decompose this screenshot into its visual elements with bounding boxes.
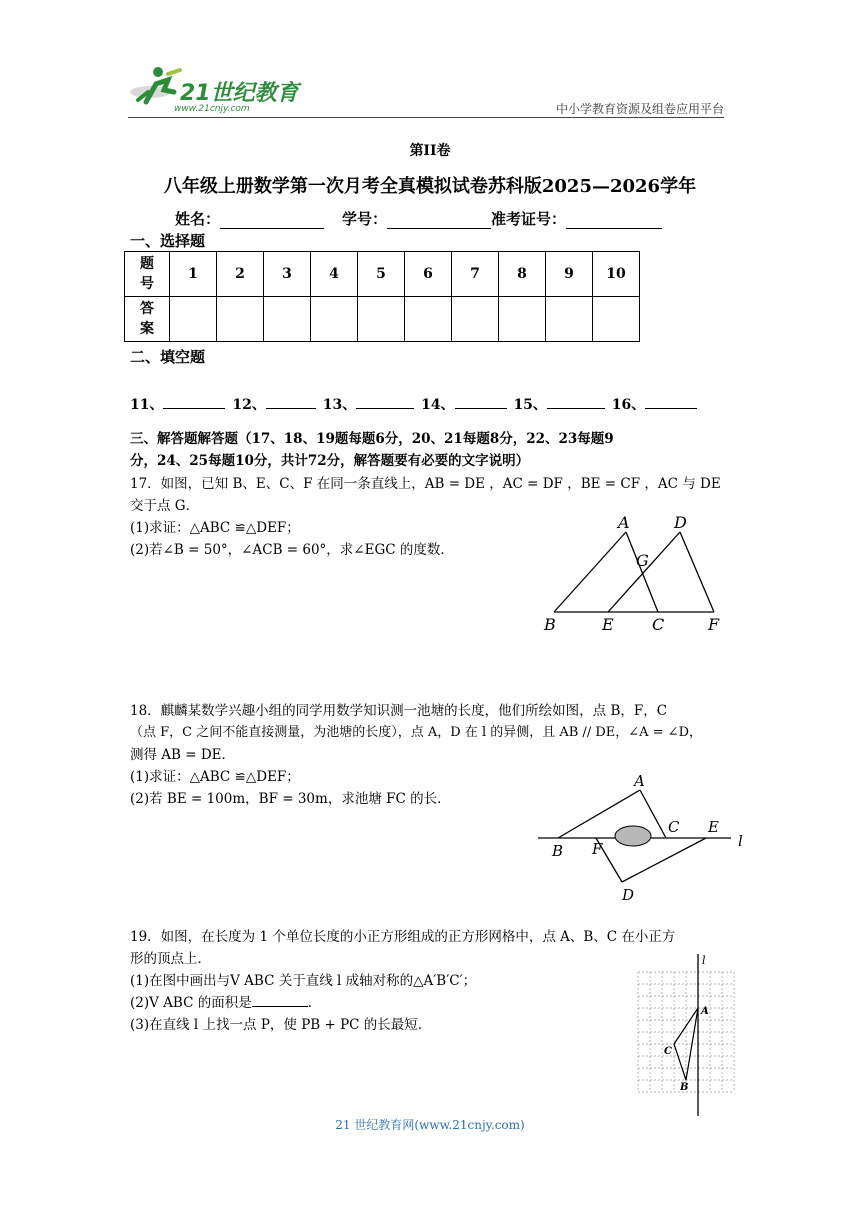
q17-part1: (1)求证：△ABC ≌△DEF； [130,520,300,536]
q19-part3: (3)在直线 l 上找一点 P，使 PB + PC 的长最短． [130,1017,432,1033]
grid-lines [638,972,734,1092]
table-cell: 8 [499,252,546,297]
label-c: C [668,818,680,836]
label-l: l [702,954,706,967]
footer: 21 世纪教育网(www.21cnjy.com) [335,1118,525,1132]
q19-text: 形的顶点上． [130,951,211,967]
q19-part2-end: ． [307,995,322,1011]
q19-part1: (1)在图中画出与V ABC 关于直线 l 成轴对称的△A′B′C′； [130,973,477,989]
table-cell: 7 [452,252,499,297]
line-df [680,532,714,612]
answer-cell[interactable] [593,297,640,342]
section3-heading-line: 三、解答题解答题（17、18、19题每题6分，20、21每题8分，22、23每题9 [130,431,614,447]
label-f: F [592,840,603,858]
q19-part2-text: (2)V ABC 的面积是 [130,995,252,1011]
line-ac [626,532,658,612]
blank-label: 16、 [611,397,646,413]
q17-text: 交于点 G． [130,498,200,514]
answer-blank[interactable] [252,992,308,1007]
line-ba [554,532,626,612]
pond-shape [615,826,651,846]
label-b: B [552,842,564,860]
table-cell: 6 [405,252,452,297]
blank-label: 12、 [232,397,266,413]
label-a: A [618,513,630,532]
answer-cell[interactable] [546,297,593,342]
platform-name: 中小学教育资源及组卷应用平台 [555,102,724,116]
exam-blank[interactable] [566,212,662,229]
q17-part2: (2)若∠B = 50°，∠ACB = 60°，求∠EGC 的度数． [130,542,454,558]
blank-label: 15、 [513,397,547,413]
label-d: D [622,886,635,904]
answer-blank[interactable] [547,394,605,409]
section3-heading [130,428,730,472]
answer-blank[interactable] [163,394,225,409]
table-cell: 3 [264,252,311,297]
logo-url: www.21cnjy.com [174,104,250,114]
answer-cell[interactable] [264,297,311,342]
blank-label: 14、 [421,397,455,413]
q18-text: 测得 AB = DE． [130,747,236,763]
label-b: B [544,615,556,634]
table-cell: 10 [593,252,640,297]
answer-cell[interactable] [499,297,546,342]
page-title: 八年级上册数学第一次月考全真模拟试卷苏科版2025—2026学年 [163,176,697,197]
q17-text: 17．如图，已知 B、E、C、F 在同一条直线上，AB = DE ，AC = DF ，BE = CF ，AC 与 DE [130,476,721,492]
exam-label: 准考证号： [491,210,567,228]
label-c: C [664,1046,672,1057]
section1-heading: 一、选择题 [130,232,206,250]
fill-in-blanks [130,394,699,414]
q18-text: 18．麒麟某数学兴趣小组的同学用数学知识测一池塘的长度，他们所绘如图，点 B，F，C [130,703,668,719]
answer-blank[interactable] [356,394,414,409]
id-blank[interactable] [387,212,491,229]
volume-label: 第II卷 [409,143,451,159]
label-c: C [652,615,665,634]
answer-cell[interactable] [405,297,452,342]
label-l: l [738,832,743,850]
answer-table [124,251,640,342]
line-ed [608,532,680,612]
label-e: E [602,615,614,634]
label-b: B [680,1082,689,1093]
answer-cell[interactable] [217,297,264,342]
label-e: E [708,818,719,836]
logo-text: 21世纪教育 [180,81,299,106]
table-cell: 4 [311,252,358,297]
q17-figure [540,512,730,637]
name-blank[interactable] [220,212,324,229]
section2-heading: 二、填空题 [130,348,206,366]
q18-part1: (1)求证：△ABC ≌△DEF； [130,769,300,785]
table-cell: 5 [358,252,405,297]
q19-grid-figure [630,952,740,1118]
answer-blank[interactable] [645,394,697,409]
table-row [125,297,640,342]
answer-cell[interactable] [311,297,358,342]
blank-label: 11、 [130,397,164,413]
question-number-header: 题号 [125,252,170,297]
table-cell: 2 [217,252,264,297]
q18-figure [536,768,756,908]
answer-blank[interactable] [455,394,507,409]
answer-cell[interactable] [358,297,405,342]
q18-text: （点 F，C 之间不能直接测量，为池塘的长度），点 A，D 在 l 的异侧，且 AB // DE，∠A = ∠D， [130,725,702,740]
label-d: D [674,513,687,532]
answer-cell[interactable] [452,297,499,342]
id-label: 学号： [342,210,388,228]
label-a: A [701,1006,709,1017]
header-divider [128,117,724,118]
table-cell: 9 [546,252,593,297]
section3-heading-line: 分，24、25每题10分，共计72分，解答题要有必要的文字说明） [130,453,530,469]
answer-cell[interactable] [170,297,217,342]
table-cell: 1 [170,252,217,297]
q19-text: 19．如图，在长度为 1 个单位长度的小正方形组成的正方形网格中，点 A、B、C 在小正方 [130,929,676,945]
student-info [175,208,662,229]
answer-header: 答案 [125,297,170,342]
blank-label: 13、 [322,397,357,413]
table-row [125,252,640,297]
answer-blank[interactable] [266,394,316,409]
label-a: A [634,772,645,790]
q18-part2: (2)若 BE = 100m，BF = 30m，求池塘 FC 的长． [130,791,451,807]
name-label: 姓名： [175,210,221,228]
label-f: F [708,615,720,634]
label-g: G [636,551,649,570]
